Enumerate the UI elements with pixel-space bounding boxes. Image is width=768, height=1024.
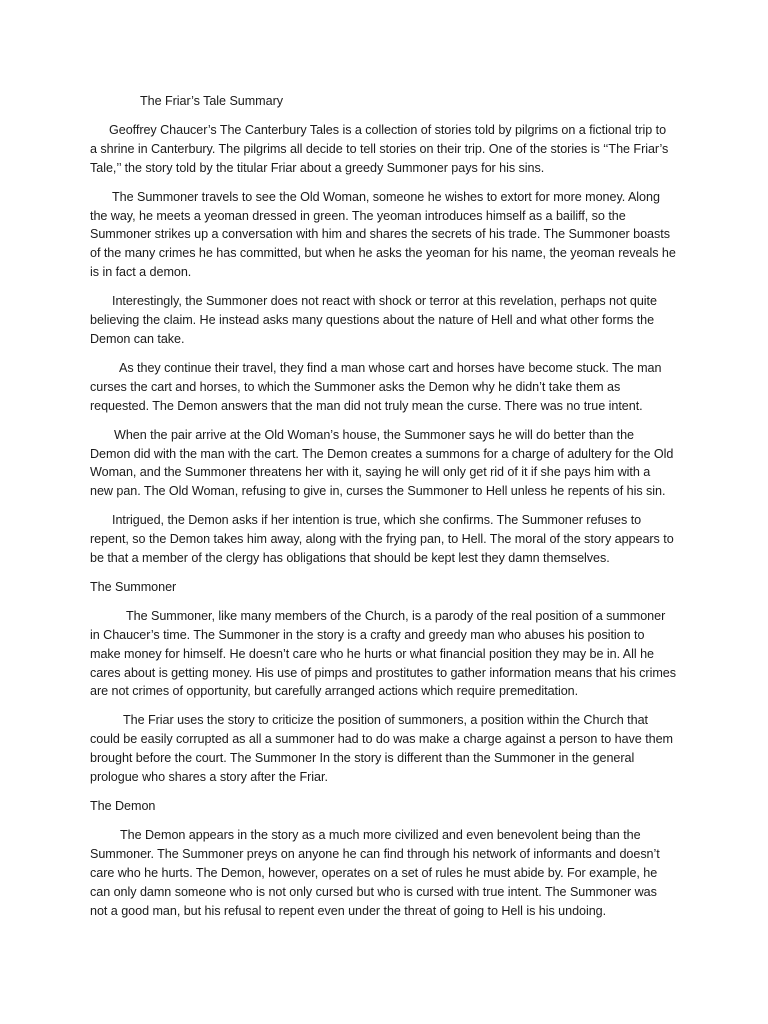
document-title: The Friar’s Tale Summary <box>140 94 283 108</box>
paragraph-intro-1: Geoffrey Chaucer’s The Canterbury Tales is a collection of stories told by pilgrims on a fictional trip to a shrine in Canterbury. The pilgrims all decide to tell stories on their trip. One of the stories is ‘‘The Friar’s Tale,’’ the story told by the titular Friar about a greedy Summoner pays for his sins. <box>90 122 669 175</box>
paragraph-summoner-2: The Friar uses the story to criticize the position of summoners, a position within the Church that could be easily corrupted as all a summoner had to do was make a charge against a person to have them brought before the court. The Summoner In the story is different than the Summoner in the general prologue who shares a story after the Friar. <box>90 713 673 785</box>
paragraph-demon-1: The Demon appears in the story as a much more civilized and even benevolent being than the Summoner. The Summoner preys on anyone he can find through his network of informants and doesn’t care who he hurts. The Demon, however, operates on a set of rules he must abide by. For example, he can only damn someone who is not only cursed but who is cursed with true intent. The Summoner was not a good man, but his refusal to repent even under the threat of going to Hell is his undoing. <box>90 827 660 918</box>
paragraph-intro-4: As they continue their travel, they find a man whose cart and horses have become stuck. The man curses the cart and horses, to which the Summoner asks the Demon why he didn’t take them as requested. The Demon answers that the man did not truly mean the curse. There was no true intent. <box>90 360 662 413</box>
section-heading-demon: The Demon <box>90 799 156 813</box>
paragraph-summoner-1: The Summoner, like many members of the Church, is a parody of the real position of a summoner in Chaucer’s time. The Summoner in the story is a crafty and greedy man who abuses his position to make money for himself. He doesn’t care who he hurts or what financial position they may be in. All he cares about is getting money. His use of pimps and prostitutes to gather information means that his crimes are not crimes of opportunity, but carefully arranged actions which require premeditation. <box>90 608 676 699</box>
paragraph-intro-5: When the pair arrive at the Old Woman’s house, the Summoner says he will do better than the Demon did with the man with the cart. The Demon creates a summons for a charge of adultery for the Old Woman, and the Summoner threatens her with it, saying he will only get rid of it if she pays him with a new pan. The Old Woman, refusing to give in, curses the Summoner to Hell unless he repents of his sin. <box>90 427 674 499</box>
paragraph-intro-6: Intrigued, the Demon asks if her intention is true, which she confirms. The Summoner refuses to repent, so the Demon takes him away, along with the frying pan, to Hell. The moral of the story appears to be that a member of the clergy has obligations that should be kept lest they damn themselves. <box>90 513 674 566</box>
document-page <box>90 92 676 930</box>
paragraph-intro-3: Interestingly, the Summoner does not react with shock or terror at this revelation, perhaps not quite believing the claim. He instead asks many questions about the nature of Hell and what other forms the Demon can take. <box>90 294 657 346</box>
paragraph-intro-2: The Summoner travels to see the Old Woman, someone he wishes to extort for more money. Along the way, he meets a yeoman dressed in green. The yeoman introduces himself as a bailiff, so the Summoner strikes up a conversation with him and shares the secrets of his trade. The Summoner boasts of the many crimes he has committed, but when he asks the yeoman for his name, the yeoman reveals he is in fact a demon. <box>90 189 676 280</box>
section-heading-summoner: The Summoner <box>90 579 177 594</box>
